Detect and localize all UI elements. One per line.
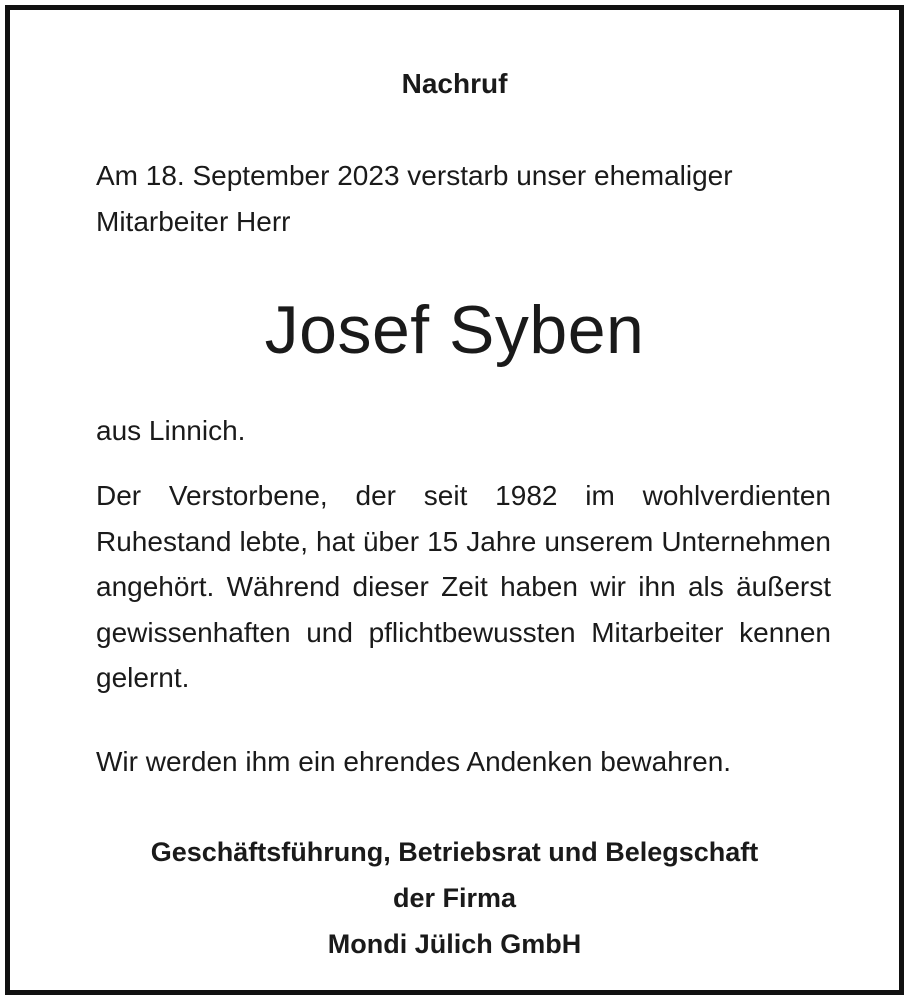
obituary-frame xyxy=(5,5,904,995)
signature-line-3: Mondi Jülich GmbH xyxy=(327,929,582,959)
body-paragraph: Der Verstorbene, der seit 1982 im wohlverdienten Ruhestand lebte, hat über 15 Jahre unserem Unternehmen angehört. Während dieser Zeit haben wir ihn als äußerst gewissenhaften und pflichtbewussten Mitarbeiter kennen gelernt. xyxy=(96,480,831,693)
deceased-name: Josef Syben xyxy=(264,292,645,368)
intro-text: Am 18. September 2023 verstarb unser ehemaliger Mitarbeiter Herr xyxy=(96,160,733,237)
notice-heading: Nachruf xyxy=(401,68,508,99)
signature-line-2: der Firma xyxy=(392,883,517,913)
signature-block xyxy=(10,829,899,967)
closing-text: Wir werden ihm ein ehrendes Andenken bewahren. xyxy=(96,746,732,777)
signature-line-1: Geschäftsführung, Betriebsrat und Belegschaft xyxy=(150,837,759,867)
origin-text: aus Linnich. xyxy=(96,415,246,446)
